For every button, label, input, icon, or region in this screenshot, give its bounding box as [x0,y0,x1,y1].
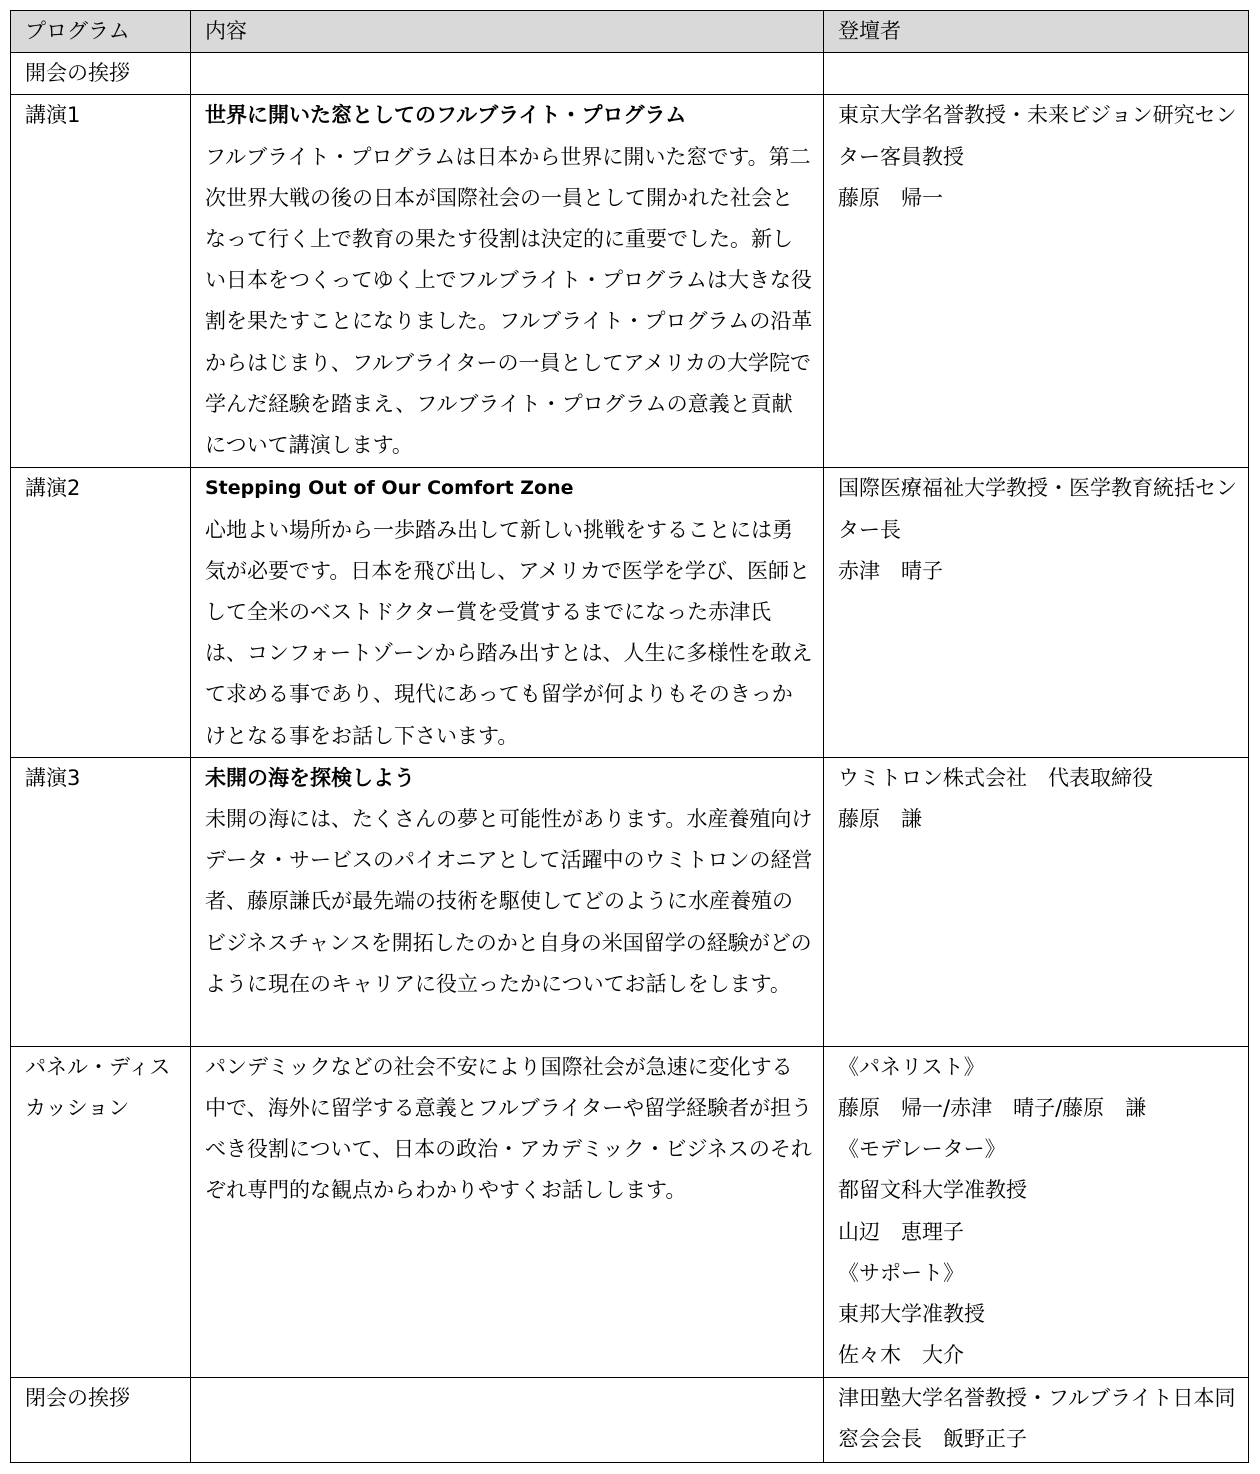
table-row-opening [11,53,1249,95]
support-affiliation: 東邦大学准教授 [838,1302,985,1327]
speaker-name: 藤原 帰一 [838,185,943,210]
program-table [10,10,1249,1463]
speaker-affiliation: 東京大学名誉教授・未来ビジョン研究センター客員教授 [838,103,1237,169]
table-row-panel [11,1046,1249,1377]
moderator-heading: 《モデレーター》 [838,1137,1006,1162]
program-cell: 講演2 [11,468,191,757]
speaker-cell [824,757,1249,1046]
support-heading: 《サポート》 [838,1260,964,1285]
content-cell [191,468,824,757]
speaker-affiliation: 国際医療福祉大学教授・医学教育統括センター長 [838,476,1237,542]
content-cell [191,757,824,1046]
speaker-cell [824,95,1249,468]
content-cell [191,95,824,468]
lecture-description: 未開の海には、たくさんの夢と可能性があります。水産養殖向けデータ・サービスのパイオニアとして活躍中のウミトロンの経営者、藤原謙氏が最先端の技術を駆使してどのように水産養殖のビジネスチャンスを開拓したのかと自身の米国留学の経験がどのように現在のキャリアに役立ったかについてお話しをします。 [205,807,813,996]
program-cell: 閉会の挨拶 [11,1377,191,1462]
program-cell: 講演1 [11,95,191,468]
header-program: プログラム [11,11,191,53]
table-row-lecture3 [11,757,1249,1046]
support-name: 佐々木 大介 [838,1343,964,1368]
closing-speaker: 津田塾大学名誉教授・フルブライト日本同窓会会長 飯野正子 [838,1385,1236,1452]
header-row [11,11,1249,53]
speaker-cell [824,468,1249,757]
lecture-description: 心地よい場所から一歩踏み出して新しい挑戦をすることには勇気が必要です。日本を飛び出し、アメリカで医学を学び、医師として全米のベストドクター賞を受賞するまでになった赤津氏は、コンフォートゾーンから踏み出すとは、人生に多様性を敢えて求める事であり、現代にあっても留学が何よりもそのきっかけとなる事をお話し下さいます。 [205,517,813,748]
panelist-heading: 《パネリスト》 [838,1054,985,1079]
speaker-affiliation: ウミトロン株式会社 代表取締役 [838,765,1153,790]
lecture-title: Stepping Out of Our Comfort Zone [205,477,574,500]
table-row-lecture1 [11,95,1249,468]
speaker-cell [824,1046,1249,1377]
lecture-title: 未開の海を探検しよう [205,765,415,790]
moderator-name: 山辺 恵理子 [838,1219,964,1244]
speaker-name: 藤原 謙 [838,807,922,832]
content-cell [191,1377,824,1462]
header-content: 内容 [191,11,824,53]
moderator-affiliation: 都留文科大学准教授 [838,1178,1027,1203]
program-cell: 講演3 [11,757,191,1046]
speaker-cell [824,53,1249,95]
lecture-description: フルブライト・プログラムは日本から世界に開いた窓です。第二次世界大戦の後の日本が国際社会の一員として開かれた社会となって行く上で教育の果たす役割は決定的に重要でした。新しい日本をつくってゆく上でフルブライト・プログラムは大きな役割を果たすことになりました。フルブライト・プログラムの沿革からはじまり、フルブライターの一員としてアメリカの大学院で学んだ経験を踏まえ、フルブライト・プログラムの意義と貢献について講演します。 [205,144,813,458]
header-speaker: 登壇者 [824,11,1249,53]
speaker-cell [824,1377,1249,1462]
content-cell [191,53,824,95]
program-cell: パネル・ディスカッション [11,1046,191,1377]
panel-description: パンデミックなどの社会不安により国際社会が急速に変化する中で、海外に留学する意義とフルブライターや留学経験者が担うべき役割について、日本の政治・アカデミック・ビジネスのそれぞれ専門的な観点からわかりやすくお話しします。 [205,1054,813,1203]
panelist-names: 藤原 帰一/赤津 晴子/藤原 謙 [838,1096,1147,1121]
lecture-title: 世界に開いた窓としてのフルブライト・プログラム [205,103,687,128]
speaker-name: 赤津 晴子 [838,558,943,583]
table-row-lecture2 [11,468,1249,757]
content-cell [191,1046,824,1377]
program-cell: 開会の挨拶 [11,53,191,95]
table-row-closing [11,1377,1249,1462]
